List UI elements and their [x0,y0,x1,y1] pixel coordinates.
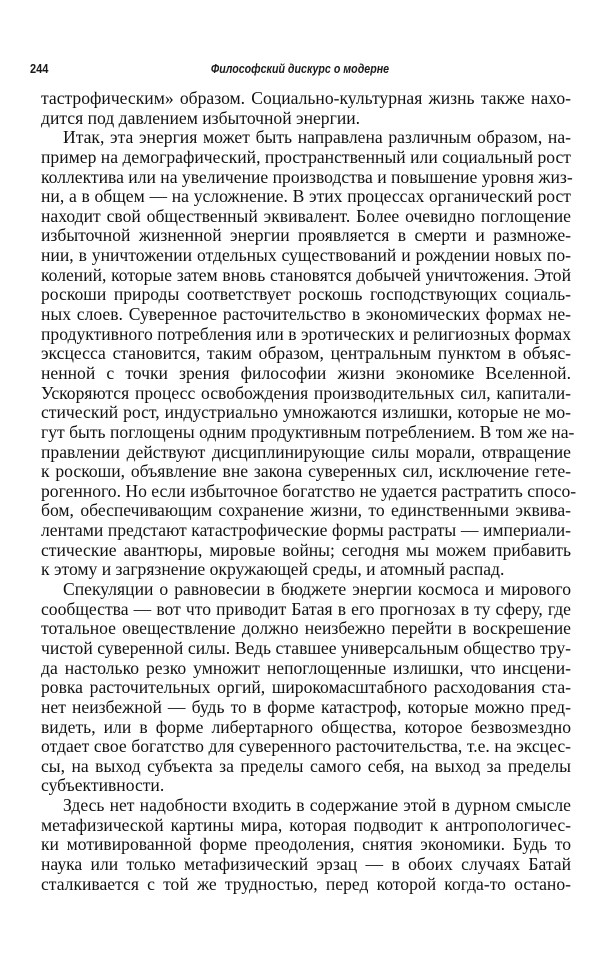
text-line: сообщества — вот что приводит Батая в его прогнозах в ту сферу, где [41,598,571,619]
page-header [30,61,570,79]
text-line: сы, на выход субъекта за пределы самого себя, на выход за пределы [41,755,571,776]
text-line: бом, обеспечивающим сохранение жизни, то единственными эквива- [41,500,571,521]
text-line: правлении действуют дисциплинирующие силы морали, отвращение [41,441,571,462]
page-number: 244 [30,61,49,76]
text-line: ровка расточительных оргий, широкомасштабного расходования ста- [41,677,571,698]
text-line: колений, которые затем вновь становятся добычей уничтожения. Этой [41,264,571,285]
text-line: стические авантюры, мировые войны; сегодня мы можем прибавить [41,539,571,560]
text-line: к роскоши, объявление вне закона суверенных сил, исключение гете- [41,461,571,482]
text-line: нии, в уничтожении отдельных существований и рождении новых по- [41,245,571,266]
text-line: гут быть поглощены одним продуктивным потреблением. В том же на- [41,421,575,442]
text-line: наука или только метафизический эрзац — в обоих случаях Батай [41,853,571,874]
text-line: Спекуляции о равновесии в бюджете энергии космоса и мирового [63,579,571,600]
text-line: Здесь нет надобности входить в содержание этой в дурном смысле [63,795,571,816]
body-text [41,88,577,894]
running-title: Философский дискурс о модерне [210,61,390,76]
text-line: ненной с точки зрения философии жизни экономике Вселенной. [41,362,571,383]
text-line: видеть, или в форме либертарного общества, которое безвозмездно [41,716,571,737]
text-line: находит свой общественный эквивалент. Более очевидно поглощение [41,205,571,226]
text-line: ки мотивированной форме преодоления, снятия экономики. Будь то [41,834,571,855]
text-line: да настолько резко умножит непоглощенные излишки, что инсцени- [41,657,571,678]
text-line: эксцесса становится, таким образом, центральным пунктом в объяс- [41,343,571,364]
text-line: стический рост, индустриально умножаются излишки, которые не мо- [41,402,571,423]
text-line: к этому и загрязнение окружающей среды, и атомный распад. [41,559,505,580]
text-line: лентами предстают катастрофические формы растраты — империали- [41,520,571,541]
text-line: сталкивается с той же трудностью, перед которой когда-то остано- [41,873,571,894]
text-line: тотальное овеществление должно неизбежно перейти в воскрешение [41,618,571,639]
text-line: избыточной жизненной энергии проявляется в смерти и размноже- [41,225,571,246]
text-line: ных слоев. Суверенное расточительство в экономических формах не- [41,304,571,325]
text-line: рогенного. Но если избыточное богатство не удается растратить спосо- [41,480,577,501]
text-line: роскоши природы соответствует роскошь господствующих социаль- [41,284,571,305]
text-line: Итак, эта энергия может быть направлена различным образом, на- [63,127,571,148]
text-line: тастрофическим» образом. Социально-культурная жизнь также нахо- [41,88,571,108]
text-line: пример на демографический, пространственный или социальный рост [41,146,571,167]
text-line: субъективности. [41,775,165,796]
text-line: ни, а в общем — на усложнение. В этих процессах органический рост [41,186,571,207]
text-line: коллектива или на увеличение производства и повышение уровня жиз- [41,166,573,187]
text-line: продуктивного потребления или в эротических и религиозных формах [41,323,571,344]
text-line: дится под давлением избыточной энергии. [41,107,361,128]
text-line: метафизической картины мира, которая подводит к антропологичес- [41,814,571,835]
text-line: отдает свое богатство для суверенного расточительства, т.е. на эксцес- [41,736,571,757]
text-line: нет неизбежной — будь то в форме катастроф, которые можно пред- [41,696,571,717]
text-line: Ускоряются процесс освобождения производительных сил, капитали- [41,382,571,403]
text-line: чистой суверенной силы. Ведь ставшее универсальным общество тру- [41,637,571,658]
